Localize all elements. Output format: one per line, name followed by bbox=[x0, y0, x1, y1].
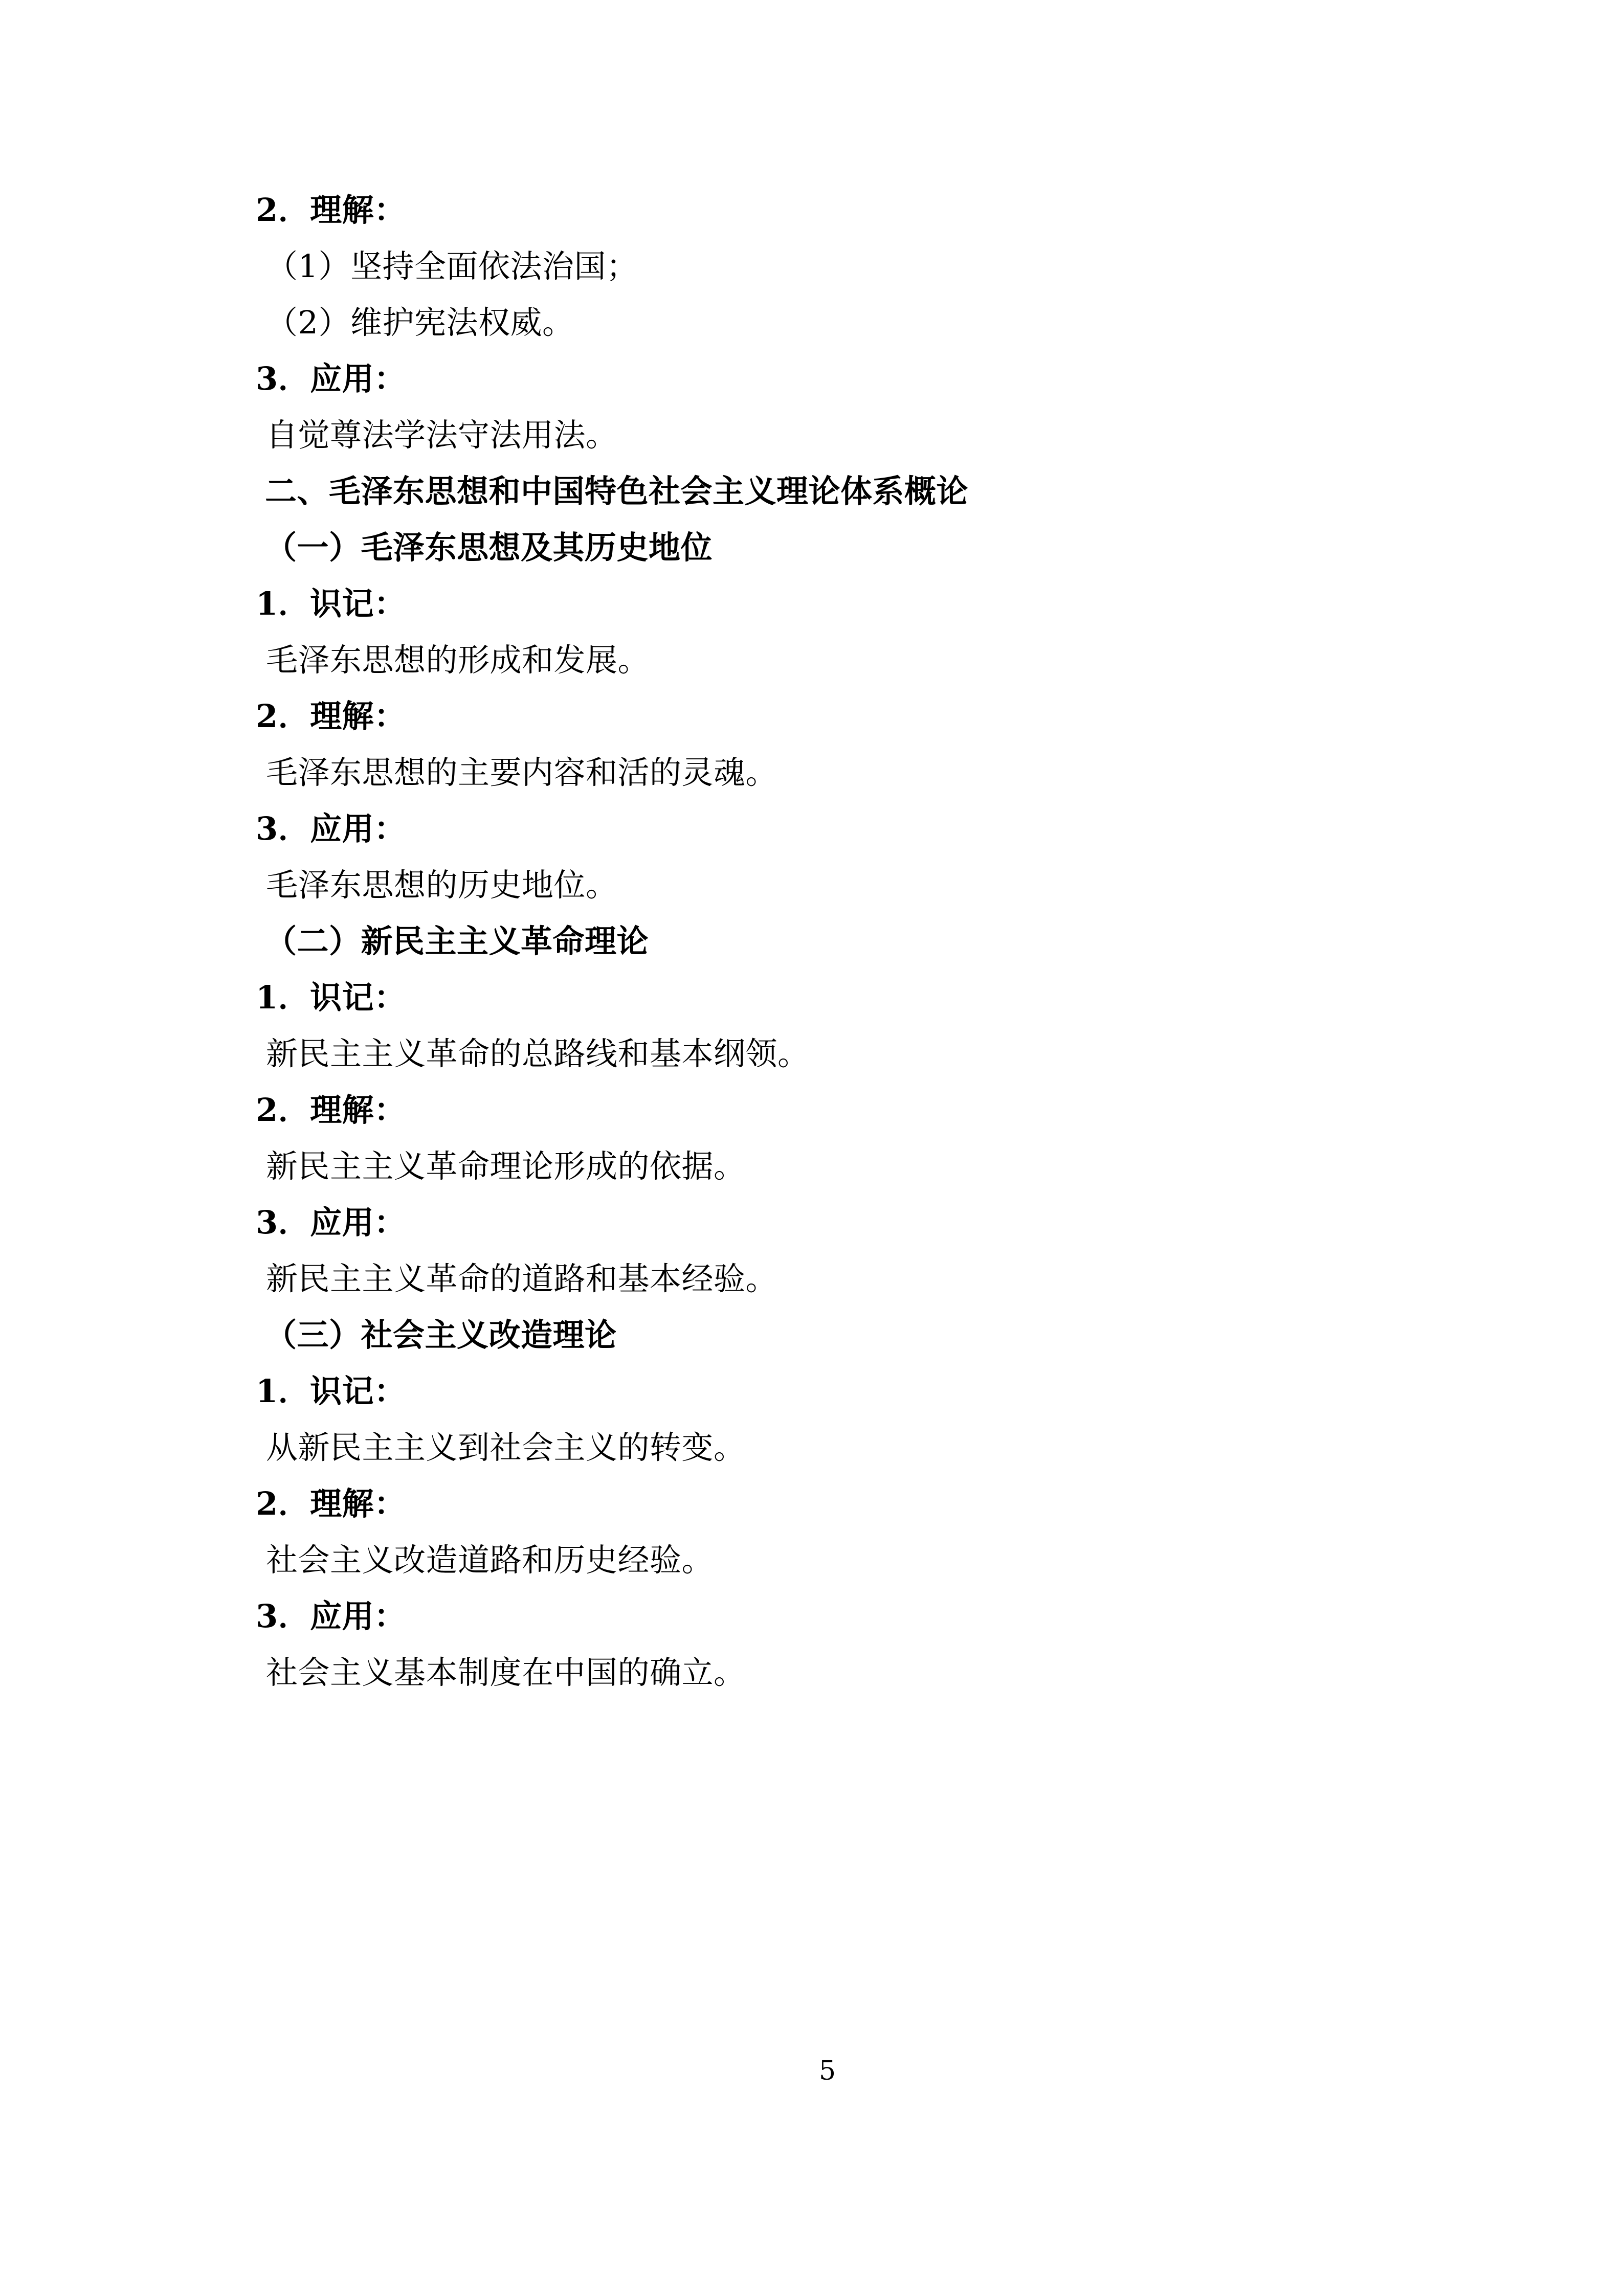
page-number-value: 5 bbox=[818, 2056, 836, 2086]
outline-item-heading: 3．应用： bbox=[256, 360, 406, 397]
outline-body-text: 毛泽东思想的主要内容和活的灵魂。 bbox=[266, 754, 778, 791]
outline-body-text: 新民主主义革命的道路和基本经验。 bbox=[266, 1260, 778, 1297]
outline-body-text: 社会主义基本制度在中国的确立。 bbox=[266, 1654, 746, 1691]
outline-body-text: 新民主主义革命的总路线和基本纲领。 bbox=[266, 1035, 810, 1072]
outline-item-heading: 2．理解： bbox=[256, 1485, 406, 1522]
outline-item-heading: 2．理解： bbox=[256, 697, 406, 735]
document-body bbox=[256, 191, 1384, 1691]
section-heading: 二、毛泽东思想和中国特色社会主义理论体系概论 bbox=[265, 472, 969, 510]
outline-item-heading: 2．理解： bbox=[256, 191, 406, 229]
outline-body-text: （1）坚持全面依法治国； bbox=[266, 247, 638, 285]
outline-item-heading: 3．应用： bbox=[256, 1204, 406, 1241]
outline-item-heading: 1．识记： bbox=[256, 1372, 406, 1410]
subsection-heading: （一）毛泽东思想及其历史地位 bbox=[265, 529, 713, 566]
outline-body-text: （2）维护宪法权威。 bbox=[266, 304, 574, 341]
outline-body-text: 毛泽东思想的形成和发展。 bbox=[266, 641, 650, 679]
outline-body-text: 社会主义改造道路和历史经验。 bbox=[266, 1541, 714, 1579]
outline-body-text: 新民主主义革命理论形成的依据。 bbox=[266, 1147, 746, 1185]
outline-body-text: 毛泽东思想的历史地位。 bbox=[266, 866, 618, 904]
outline-item-heading: 3．应用： bbox=[256, 810, 406, 847]
outline-item-heading: 3．应用： bbox=[256, 1597, 406, 1635]
subsection-heading: （三）社会主义改造理论 bbox=[265, 1316, 617, 1354]
subsection-heading: （二）新民主主义革命理论 bbox=[265, 922, 649, 960]
page-number bbox=[0, 2056, 1624, 2086]
outline-body-text: 从新民主主义到社会主义的转变。 bbox=[266, 1429, 746, 1466]
outline-item-heading: 1．识记： bbox=[256, 585, 406, 622]
outline-item-heading: 1．识记： bbox=[256, 979, 406, 1016]
outline-body-text: 自觉尊法学法守法用法。 bbox=[266, 416, 618, 454]
outline-item-heading: 2．理解： bbox=[256, 1091, 406, 1129]
